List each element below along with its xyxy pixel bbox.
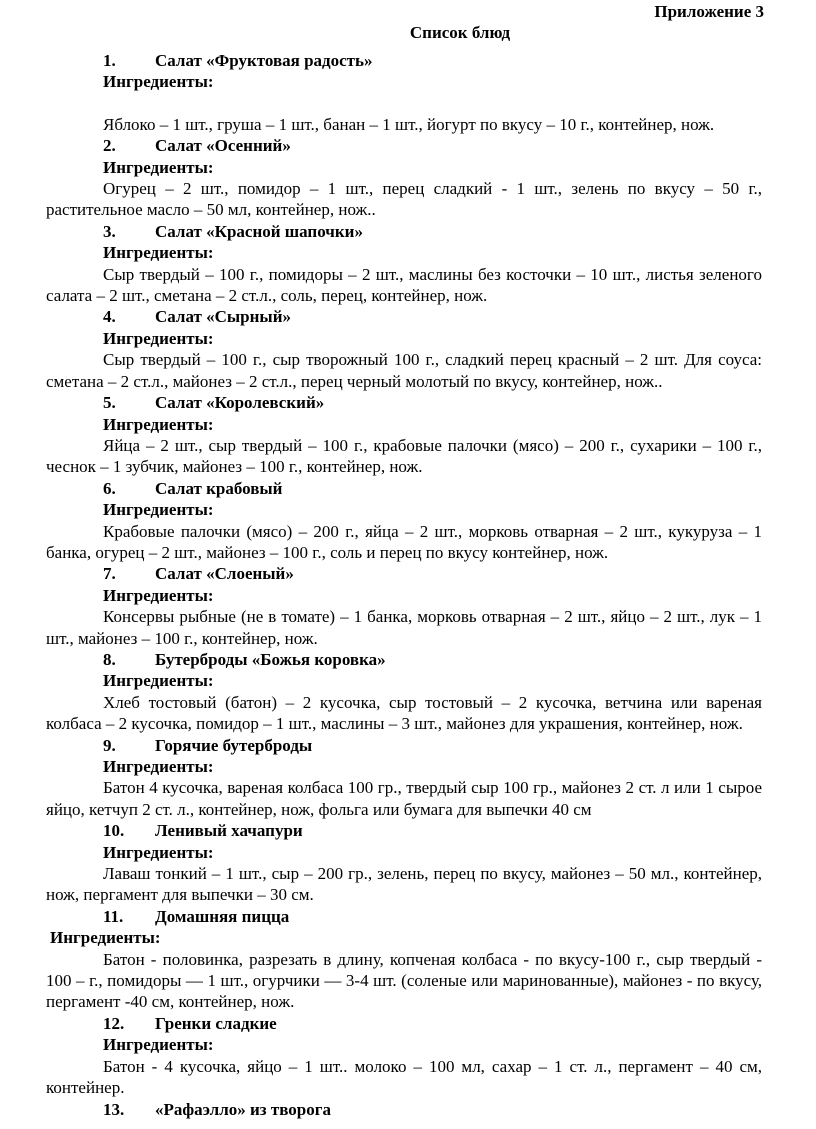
- dish-item: [46, 306, 762, 392]
- appendix-label: Приложение 3: [654, 2, 764, 21]
- dish-item: [46, 478, 762, 564]
- dish-number: 11.: [103, 906, 124, 926]
- dish-heading: [46, 649, 762, 670]
- dish-number: 10.: [103, 821, 125, 841]
- dish-name: Салат «Королевский»: [155, 393, 325, 413]
- dish-name: Салат «Осенний»: [155, 136, 291, 156]
- ingredients-text: Сыр твердый – 100 г., помидоры – 2 шт., маслины без косточки – 10 шт., листья зеленого салата – 2 шт., сметана – 2 ст.л., соль, перец, контейнер, нож.: [46, 264, 762, 306]
- dish-number: 8.: [103, 649, 116, 669]
- dish-number: 3.: [103, 221, 116, 241]
- ingredients-label: Ингредиенты:: [103, 1035, 214, 1055]
- dish-name: Салат «Красной шапочки»: [155, 221, 363, 241]
- dish-item: [46, 735, 762, 821]
- dish-number: 2.: [103, 136, 116, 156]
- ingredients-label: Ингредиенты:: [103, 72, 214, 92]
- blank-line: [46, 93, 762, 114]
- dish-heading: [46, 563, 762, 584]
- dish-name: Бутерброды «Божья коровка»: [155, 649, 386, 669]
- dish-number: 1.: [103, 51, 116, 70]
- ingredients-text: Хлеб тостовый (батон) – 2 кусочка, сыр тостовый – 2 кусочка, ветчина или вареная колбаса – 2 кусочка, помидор – 1 шт., маслины – 3 шт., майонез для украшения, контейнер, нож.: [46, 692, 762, 734]
- ingredients-label: Ингредиенты:: [103, 414, 214, 434]
- dish-item: [46, 221, 762, 307]
- ingredients-label: Ингредиенты:: [103, 842, 214, 862]
- ingredients-text: Лаваш тонкий – 1 шт., сыр – 200 гр., зелень, перец по вкусу, майонез – 50 мл., контейнер, нож, пергамент для выпечки – 30 см.: [46, 864, 762, 905]
- page-title: Список блюд: [409, 23, 511, 42]
- dish-item: [46, 1013, 762, 1099]
- dish-number: 7.: [103, 564, 116, 584]
- dish-heading: [46, 1099, 762, 1120]
- dish-item: [46, 820, 762, 906]
- dish-number: 13.: [103, 1099, 125, 1119]
- dish-name: Салат «Сырный»: [155, 307, 291, 327]
- ingredients-label: Ингредиенты:: [103, 157, 214, 177]
- ingredients-text: Яйца – 2 шт., сыр твердый – 100 г., крабовые палочки (мясо) – 200 г., сухарики – 100 г., чеснок – 1 зубчик, майонез – 100 г., контейнер, нож.: [46, 435, 762, 477]
- dish-item: [46, 906, 762, 1013]
- dish-name: Салат крабовый: [155, 478, 283, 498]
- dish-item: [46, 1099, 762, 1120]
- dish-item: [46, 392, 762, 478]
- ingredients-label: Ингредиенты:: [50, 928, 161, 948]
- dish-name: Ленивый хачапури: [155, 821, 303, 841]
- dish-item: [46, 50, 762, 135]
- dish-list: [46, 50, 762, 1120]
- dish-name: Гренки сладкие: [155, 1013, 277, 1033]
- dish-heading: [46, 906, 762, 927]
- dish-name: Горячие бутерброды: [155, 735, 313, 755]
- dish-number: 6.: [103, 478, 116, 498]
- dish-number: 4.: [103, 307, 116, 327]
- ingredients-label: Ингредиенты:: [103, 328, 214, 348]
- dish-number: 12.: [103, 1013, 125, 1033]
- ingredients-label: Ингредиенты:: [103, 585, 214, 605]
- ingredients-text: Батон 4 кусочка, вареная колбаса 100 гр., твердый сыр 100 гр., майонез 2 ст. л или 1 сырое яйцо, кетчуп 2 ст. л., контейнер, нож, фольга или бумага для выпечки 40 см: [46, 778, 762, 819]
- dish-heading: [46, 735, 762, 756]
- ingredients-text: Сыр твердый – 100 г., сыр творожный 100 г., сладкий перец красный – 2 шт. Для соуса: сметана – 2 ст.л., майонез – 2 ст.л., перец черный молотый по вкусу, контейнер, нож..: [46, 350, 762, 391]
- dish-heading: [46, 306, 762, 327]
- ingredients-label: Ингредиенты:: [103, 757, 214, 776]
- dish-name: Салат «Фруктовая радость»: [155, 51, 373, 70]
- dish-item: [46, 649, 762, 735]
- dish-heading: [46, 820, 762, 841]
- dish-name: Домашняя пицца: [155, 906, 290, 926]
- dish-heading: [46, 135, 762, 156]
- ingredients-label: Ингредиенты:: [103, 243, 214, 263]
- dish-heading: [46, 1013, 762, 1034]
- dish-heading: [46, 221, 762, 242]
- dish-number: 5.: [103, 393, 116, 413]
- dish-heading: [46, 392, 762, 413]
- ingredients-text: Огурец – 2 шт., помидор – 1 шт., перец сладкий - 1 шт., зелень по вкусу – 50 г., растительное масло – 50 мл, контейнер, нож..: [46, 179, 762, 220]
- dish-heading: [46, 50, 762, 71]
- ingredients-text: Батон - 4 кусочка, яйцо – 1 шт.. молоко – 100 мл, сахар – 1 ст. л., пергамент – 40 см, контейнер.: [46, 1056, 762, 1098]
- dish-number: 9.: [103, 735, 116, 755]
- dish-heading: [46, 478, 762, 499]
- dish-name: Салат «Слоеный»: [155, 564, 294, 584]
- dish-name: «Рафаэлло» из творога: [155, 1099, 331, 1119]
- dish-item: [46, 135, 762, 221]
- ingredients-text: Крабовые палочки (мясо) – 200 г., яйца – 2 шт., морковь отварная – 2 шт., кукуруза – 1 банка, огурец – 2 шт., майонез – 100 г., соль и перец по вкусу контейнер, нож.: [46, 521, 762, 562]
- ingredients-label: Ингредиенты:: [103, 500, 214, 520]
- ingredients-label: Ингредиенты:: [103, 671, 214, 691]
- ingredients-text: Батон - половинка, разрезать в длину, копченая колбаса - по вкусу-100 г., сыр твердый - 100 – г., помидоры — 1 шт., огурчики — 3-4 шт. (соленые или маринованные), майонез - по вкусу, пергамент -40 см, контейнер, нож.: [46, 949, 762, 1012]
- dish-item: [46, 563, 762, 649]
- ingredients-text: Яблоко – 1 шт., груша – 1 шт., банан – 1 шт., йогурт по вкусу – 10 г., контейнер, нож.: [103, 114, 715, 134]
- ingredients-text: Консервы рыбные (не в томате) – 1 банка, морковь отварная – 2 шт., яйцо – 2 шт., лук – 1 шт., майонез – 100 г., контейнер, нож.: [46, 607, 762, 648]
